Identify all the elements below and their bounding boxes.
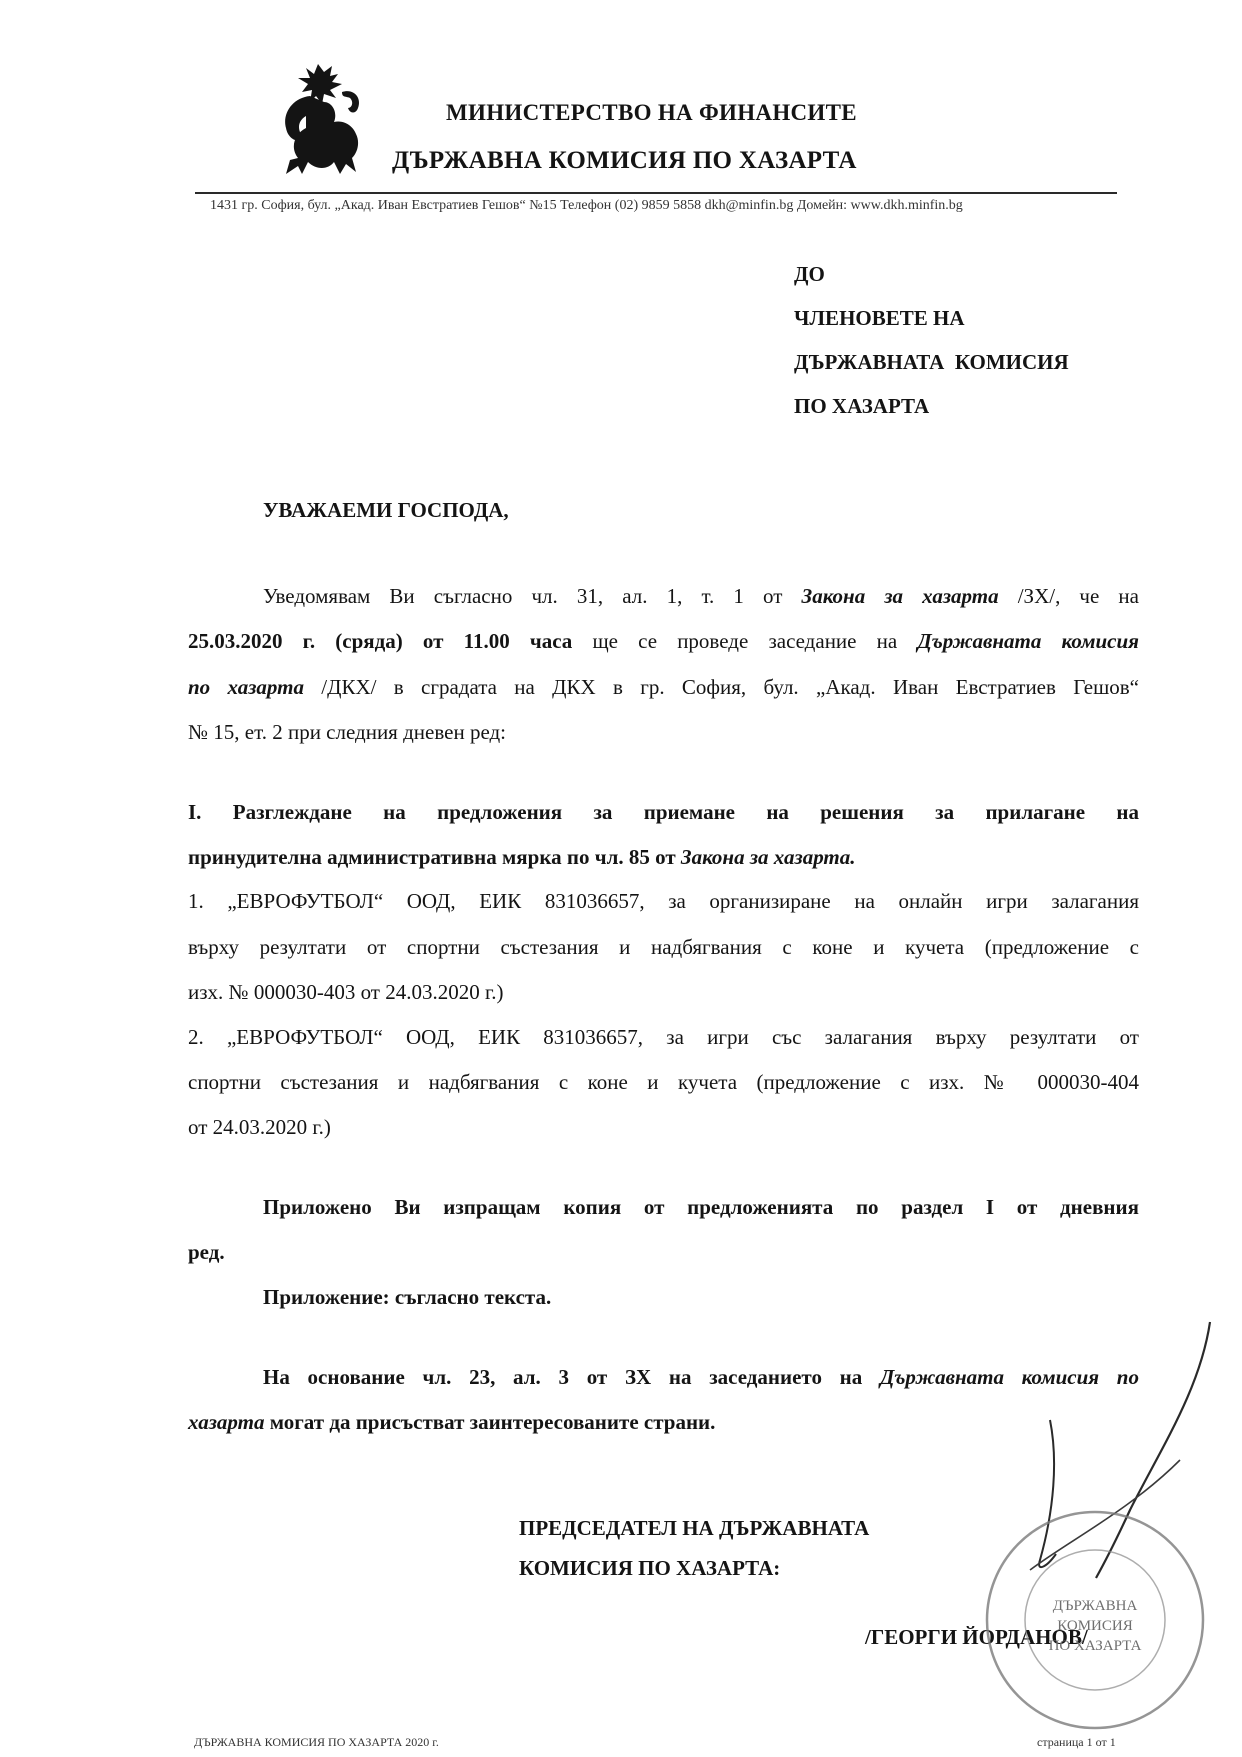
basis-line-1 [263,1365,1139,1390]
section-1-line-2 [188,845,856,870]
contact-line: 1431 гр. София, бул. „Акад. Иван Евстратиев Гешов“ №15 Телефон (02) 9859 5858 dkh@minfin.bg Домейн: www.dkh.minfin.bg [210,198,963,213]
item-2-line-1: 2. „ЕВРОФУТБОЛ“ ООД, ЕИК 831036657, за игри със залагания върху резултати от [188,1025,1139,1049]
chair-name: /ГЕОРГИ ЙОРДАНОВ/ [865,1625,1088,1649]
intro-text: /ДКХ/ в сградата на ДКХ в гр. София, бул. „Акад. Иван Евстратиев Гешов“ [303,675,1140,699]
lion-coat-of-arms-icon [272,62,364,180]
item-1-line-1: 1. „ЕВРОФУТБОЛ“ ООД, ЕИК 831036657, за организиране на онлайн игри залагания [188,889,1139,913]
chair-title-line-1: ПРЕДСЕДАТЕЛ НА ДЪРЖАВНАТА [519,1516,870,1540]
intro-line-3 [188,675,1139,700]
basis-text: могат да присъстват заинтересованите страни. [264,1410,716,1434]
intro-text: Уведомявам Ви съгласно чл. 31, ал. 1, т. 1 от [263,584,802,608]
intro-line-1 [263,584,1139,609]
addressee-line-3: ДЪРЖАВНАТА КОМИСИЯ [794,350,1069,374]
svg-text:КОМИСИЯ: КОМИСИЯ [1057,1618,1133,1634]
svg-text:ПО ХАЗАРТА: ПО ХАЗАРТА [1048,1638,1142,1654]
law-name: Закона за хазарта [801,584,999,608]
intro-text: ще се проведе заседание на [572,629,918,653]
footer-left: ДЪРЖАВНА КОМИСИЯ ПО ХАЗАРТА 2020 г. [194,1735,439,1749]
law-name: Закона за хазарта. [680,845,856,869]
commission-ref: Държавната комисия по [879,1365,1139,1389]
commission-ref: хазарта [188,1410,265,1434]
chair-title-line-2: КОМИСИЯ ПО ХАЗАРТА: [519,1556,781,1580]
intro-line-2 [188,629,1139,654]
basis-text: На основание чл. 23, ал. 3 от ЗХ на заседанието на [263,1365,880,1389]
item-1-line-3: изх. № 000030-403 от 24.03.2020 г.) [188,980,504,1004]
meeting-datetime: 25.03.2020 г. (сряда) от 11.00 часа [188,629,573,653]
item-2-line-2: спортни състезания и надбягвания с коне и кучета (предложение с изх. № 000030-404 [188,1070,1139,1094]
attachment-line-2: ред. [188,1240,225,1264]
section-text: принудителна административна мярка по чл. 85 от [188,845,681,869]
official-stamp [980,1500,1210,1740]
ministry-name: МИНИСТЕРСТВО НА ФИНАНСИТЕ [446,100,857,125]
page-number: страница 1 от 1 [1037,1735,1116,1749]
salutation: УВАЖАЕМИ ГОСПОДА, [263,498,509,522]
intro-text: /ЗХ/, че на [998,584,1139,608]
addressee-line-1: ДО [794,262,825,286]
svg-text:ДЪРЖАВНА: ДЪРЖАВНА [1052,1598,1138,1614]
attachment-note: Приложение: съгласно текста. [263,1285,552,1309]
addressee-line-2: ЧЛЕНОВЕТЕ НА [794,306,965,330]
item-2-line-3: от 24.03.2020 г.) [188,1115,331,1139]
section-1-line-1: I. Разглеждане на предложения за приемане на решения за прилагане на [188,800,1139,824]
header-divider [195,192,1117,194]
basis-line-2 [188,1410,715,1435]
intro-line-4: № 15, ет. 2 при следния дневен ред: [188,720,507,744]
commission-name: ДЪРЖАВНА КОМИСИЯ ПО ХАЗАРТА [392,147,857,174]
commission-ref: Държавната комисия [917,629,1139,653]
addressee-line-4: ПО ХАЗАРТА [794,394,930,418]
attachment-line-1: Приложено Ви изпращам копия от предложенията по раздел I от дневния [263,1195,1139,1219]
item-1-line-2: върху резултати от спортни състезания и надбягвания с коне и кучета (предложение с [188,935,1139,959]
commission-ref: по хазарта [188,675,304,699]
